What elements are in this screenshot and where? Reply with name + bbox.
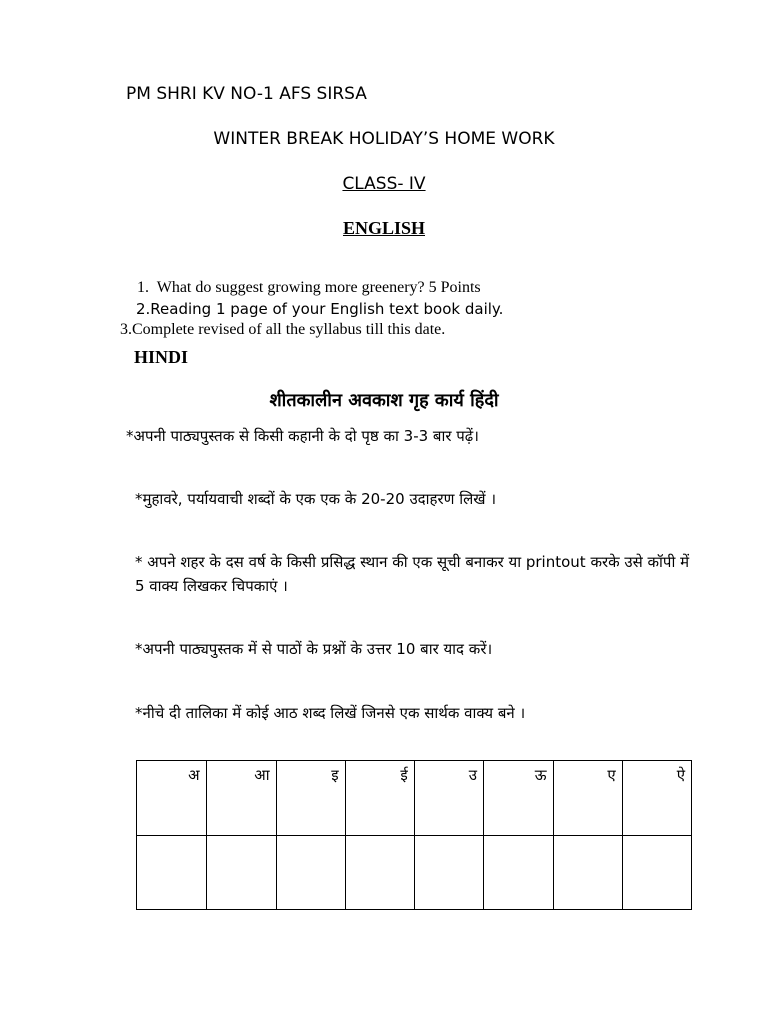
hindi-task-4: *अपनी पाठ्यपुस्तक में से पाठों के प्रश्नों के उत्तर 10 बार याद करें। — [135, 640, 493, 658]
table-cell — [414, 836, 483, 910]
table-cell — [622, 836, 691, 910]
hindi-heading: HINDI — [134, 347, 189, 367]
word-table — [136, 760, 692, 910]
table-row — [137, 836, 692, 910]
table-cell: उ — [414, 761, 483, 836]
table-cell: ई — [345, 761, 414, 836]
table-cell: ऊ — [483, 761, 553, 836]
class-label: CLASS- IV — [342, 174, 426, 194]
english-question-1 — [137, 279, 481, 297]
table-row — [137, 761, 692, 836]
hindi-task-5: *नीचे दी तालिका में कोई आठ शब्द लिखें जिनसे एक सार्थक वाक्य बने । — [135, 704, 526, 722]
english-question-3: 3.Complete revised of all the syllabus till this date. — [120, 321, 446, 338]
hindi-task-3: * अपने शहर के दस वर्ष के किसी प्रसिद्ध स्थान की एक सूची बनाकर या printout करके उसे कॉपी में 5 वाक्य लिखकर चिपकाएं । — [135, 553, 690, 595]
table-cell — [345, 836, 414, 910]
table-cell — [276, 836, 345, 910]
english-question-2: 2.Reading 1 page of your English text book daily. — [136, 300, 504, 318]
table-cell: अ — [137, 761, 207, 836]
table-cell — [206, 836, 276, 910]
table-cell: ए — [553, 761, 622, 836]
question-number: 1. — [137, 279, 149, 296]
english-heading: ENGLISH — [342, 218, 426, 238]
table-cell — [137, 836, 207, 910]
question-text: What do suggest growing more greenery? 5 Points — [156, 279, 481, 296]
table-cell: आ — [206, 761, 276, 836]
table-cell — [553, 836, 622, 910]
homework-title: WINTER BREAK HOLIDAY’S HOME WORK — [213, 129, 555, 149]
hindi-task-2: *मुहावरे, पर्यायवाची शब्दों के एक एक के 20-20 उदाहरण लिखें । — [135, 490, 497, 508]
school-name: PM SHRI KV NO-1 AFS SIRSA — [126, 84, 367, 104]
table-cell: इ — [276, 761, 345, 836]
hindi-task-1: *अपनी पाठ्यपुस्तक से किसी कहानी के दो पृष्ठ का 3-3 बार पढ़ें। — [126, 427, 479, 445]
table-cell — [483, 836, 553, 910]
table-cell: ऐ — [622, 761, 691, 836]
hindi-title: शीतकालीन अवकाश गृह कार्य हिंदी — [269, 390, 499, 411]
